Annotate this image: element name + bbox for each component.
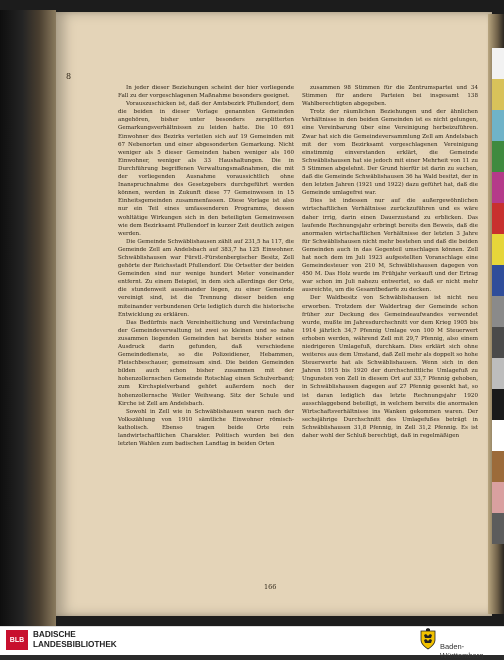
calibration-swatch (492, 110, 504, 141)
book-binding (0, 10, 56, 626)
calibration-swatch (492, 327, 504, 358)
calibration-swatch (492, 482, 504, 513)
library-name-line2: LANDESBIBLIOTHEK (33, 639, 117, 649)
calibration-swatch (492, 265, 504, 296)
calibration-swatch (492, 172, 504, 203)
library-name-line1: BADISCHE (33, 630, 76, 639)
paragraph: Dies ist indessen nur auf die außergewöhnlichen wirtschaftlichen Verhältnisse zurückzuführen und es wäre daher irrig, darin einen Dauerzustand zu erblicken. Das laufende Rechnungsjahr erbringt bereits den Beweis, daß die anormalen wirtschaftlichen Verhältnisse der letzten 3 Jahre für Schwäblishausen nicht mehr bestehen und daß die beiden Gemeinden auch in das Gegenteil umschlagen können. Zell hat noch dem im Juli 1923 aufgestellten Voranschlage eine Gemeindesteuer von 210 M, Schwäblishausen dagegen von 450 M. Das Holz wurde im Frühjahr verkauft und der Ertrag war schon im Juli nahezu entwertet, so daß er nicht mehr ausreichte, um die Gesamtbedarfe zu decken. (302, 198, 478, 294)
paragraph: Trotz der räumlichen Beziehungen und der ähnlichen Verhältnisse in den beiden Gemeinden ist es nicht gelungen, eine Vereinbarung über eine Vereinigung herbeizuführen. Zwar hat sich die Gemeindeversammlung Zell am Andelsbach mit der vom Bezirksamt vorgeschlagenen Vereinigung einstimmig einverstanden erklärt, die Gemeinde Schwäblishausen hat sie jedoch mit einer Mehrheit von 11 zu 5 Stimmen abgelehnt. Der Grund hierfür ist darin zu suchen, daß die Gemeinde Schwäblishausen 36 ha Wald besitzt, der in den letzten Jahren (1921 und 1922) dazu geführt hat, daß die Gemeinde umlagefrei war. (302, 109, 478, 197)
paragraph: Vorauszuschicken ist, daß der Amtsbezirk Pfullendorf, dem die beiden in dieser Vorlage genannten Gemeinden angehören, bisher unter besonders zersplitterten Gemarkungsverhältnissen zu leiden hatte. Die 10 691 Einwohner des Bezirks verteilen sich auf 19 Gemeinden mit 67 Nebenorten und einer abgesonderten Gemarkung. Nicht weniger als 5 dieser Gemeinden haben weniger als 160 Einwohner, weniger als 33 Haushaltungen. Die in Durchführung begriffenen Verwaltungsmaßnahmen, die mit der vorliegenden Ausnahme voraussichtlich ohne Inanspruchnahme des Gesetzgebers durchgeführt werden können, werden in Zukunft diese 77 Gemeinwesen in 15 Einheitsgemeinden zusammenfassen. Diese Vorlage ist also nur ein Teil eines umfassenderen Programms, dessen wohltätige Wirkungen sich in den beteiligten Gemeinwesen wie dem Bezirksamt Pfullendorf in kurzer Zeit deutlich zeigen werden. (118, 101, 294, 237)
paragraph: Sowohl in Zell wie in Schwäblishausen waren nach der Volkszählung von 1910 sämtliche Einwohner römisch-katholisch. Ebenso tragen beide Orte rein landwirtschaftlichen Charakter. Politisch wurden bei den letzten Wahlen zum badischen Landtag in beiden Orten (118, 408, 294, 448)
calibration-swatch (492, 79, 504, 110)
page-number-bottom: 166 (264, 583, 277, 591)
paragraph: Das Bedürfnis nach Vereinheitlichung und Vereinfachung der Gemeindeverwaltung ist zwei so kleinen und so nahe zusammen liegenden Gemeinden hat bereits bisher seinen Ausdruck darin gefunden, daß verschiedene Gemeindedienste, so die Polizeidiener, Hebammen, Fleischbeschauer, gemeinsam sind. Die beiden Gemeinden bilden auch schon bisher zusammen mit der hohenzollernschen Gemeinde Rotschlag einen Schulverband; zum Kirchspielverband gehört außerdem noch der hohenzollernsche Weiler Weihwang. Sitz der Schule und Kirche ist Zell am Andelsbach. (118, 319, 294, 407)
paragraph: In jeder dieser Beziehungen scheint der hier vorliegende Fall zu der vorgeschlagenen Maßnahme besonders geeignet. (118, 85, 294, 100)
calibration-swatch (492, 451, 504, 482)
calibration-swatch (492, 513, 504, 544)
page-number-top: 8 (66, 72, 72, 81)
text-column-left (118, 84, 294, 448)
calibration-swatch (492, 141, 504, 172)
paragraph: zusammen 98 Stimmen für die Zentrumspartei und 34 Stimmen für andere Parteien bei insgesamt 138 Wahlberechtigten abgegeben. (302, 85, 478, 108)
calibration-swatch (492, 48, 504, 79)
color-calibration-strip (492, 48, 504, 544)
calibration-swatch (492, 358, 504, 389)
library-name[interactable] (33, 630, 117, 649)
calibration-swatch (492, 203, 504, 234)
text-column-right (302, 84, 478, 440)
calibration-swatch (492, 234, 504, 265)
calibration-swatch (492, 420, 504, 451)
paragraph: Die Gemeinde Schwäblishausen zählt auf 231,5 ha 117, die Gemeinde Zell am Andelsbach auf 383,7 ha 125 Einwohner. Schwäblishausen war Fürstl.-Fürstenbergischer Besitz, Zell gehörte der Reichsstadt Pfullendorf. Die Ortsetter der beiden Gemeinden sind nur wenige hundert Meter voneinander entfernt. Zu einem Beispiel, in dem sich allerdings der Orte, die stundenweit auseinander liegen, zu einer Gemeinde vereinigt sind, ist die Trennung dieser beiden eng miteinander verbundenen Orte lediglich durch die historische Entwicklung zu erklären. (118, 238, 294, 318)
paragraph: Der Waldbesitz von Schwäblishausen ist nicht neu erworben. Trotzdem der Waldertrag der Gemeinde schon früher zur Deckung des Gemeindeaufwandes verwendet wurde, mußte im Jahresdurchschnitt vor dem Krieg 1905 bis 1914 jährlich 34,7 Pfennig Umlage von 100 M Steuerwert erhoben werden, während Zell mit 29,7 Pfennig, also einem niedrigeren Umlagefuß, durchkam. Dies erklärt sich ohne weiteres aus dem Umstand, daß Zell mehr als doppelt so hohe Steuerwerte hat als Schwäblishausen. Wenn sich in den Jahren 1915 bis 1920 der durchschnittliche Umlagefuß zu Ungunsten von Zell in diesem Ort auf 33,7 Pfennig gehoben, in Schwäblishausen dagegen auf 27 Pfennig gesenkt hat, so ist daran lediglich das letzte Rechnungsjahr 1920 ausschlaggebend beteiligt, in welchem bereits die anormalen Wirtschaftsverhältnisse ins Wanken gekommen waren. Der sechsjährige Durchschnitt des Umlagefußes beträgt in Schwäblishausen 31,8 Pfennig, in Zell 31,2 Pfennig. Es ist daher wohl der Schluß berechtigt, daß in regelmäßigen (302, 295, 478, 440)
calibration-swatch (492, 296, 504, 327)
coat-of-arms-icon (419, 628, 437, 650)
blb-logo[interactable]: BLB (6, 630, 28, 650)
state-name[interactable]: Baden-Württemberg (440, 642, 484, 660)
calibration-swatch (492, 389, 504, 420)
